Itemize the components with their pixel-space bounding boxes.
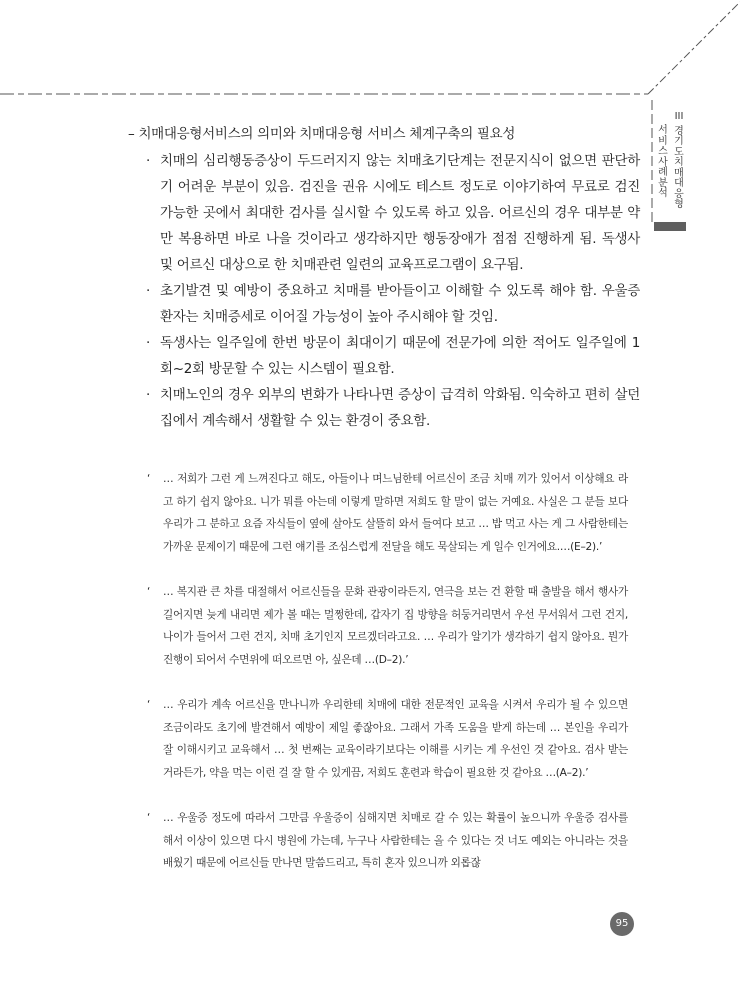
bullet-mark: · xyxy=(146,283,150,299)
chapter-side-tab xyxy=(654,112,686,232)
side-tab-bar xyxy=(654,222,686,231)
bullet-item xyxy=(130,330,640,382)
bullet-item xyxy=(130,278,640,330)
bullet-text: 초기발견 및 예방이 중요하고 치매를 받아들이고 이해할 수 있도록 해야 함. 우울증 환자는 치매증세로 이어질 가능성이 높아 주시해야 할 것임. xyxy=(160,283,640,325)
bullet-mark: · xyxy=(146,153,150,169)
page-number-badge: 95 xyxy=(610,912,634,936)
side-tab-region-text: 경기도 치매대응형 xyxy=(674,125,684,210)
quote-mark: ‘ xyxy=(147,473,151,485)
main-section xyxy=(130,120,640,434)
bullet-text: 치매노인의 경우 외부의 변화가 나타나면 증상이 급격히 악화됨. 익숙하고 편히 살던 집에서 계속해서 생활할 수 있는 환경이 중요함. xyxy=(160,387,640,429)
quote-text: … 복지관 큰 차를 대절해서 어르신들을 문화 관광이라든지, 연극을 보는 건 환할 때 출발을 해서 행사가 길어지면 늦게 내리면 제가 볼 때는 멀쩡한데, 갑자기 집 방향을 허둥거리면서 우선 무서워서 그런 건지, 나이가 들어서 그런 건지, 치매 초기인지 모르겠더라고요. … 우리가 알기가 생각하기 쉽지 않아요. 뭔가 진행이 되어서 수면위에 떠오르면 아, 싶은데 …(D–2).’ xyxy=(163,586,628,666)
quote-mark: ‘ xyxy=(147,586,151,598)
interview-quote xyxy=(146,694,628,784)
side-tab-case-title: 서비스 사례분석 xyxy=(658,125,668,199)
quote-text: … 우리가 계속 어르신을 만나니까 우리한테 치매에 대한 전문적인 교육을 시켜서 우리가 될 수 있으면 조금이라도 초기에 발견해서 예방이 제일 좋잖아요. 그래서 가족 도움을 받게 하는데 … 본인을 우리가 잘 이해시키고 교육해서 … 첫 번째는 교육이라기보다는 이해를 시키는 게 우선인 것 같아요. 검사 받는 거라든가, 약을 먹는 이런 걸 잘 할 수 있게끔, 저희도 훈련과 학습이 필요한 것 같아요 …(A–2).’ xyxy=(163,699,628,779)
bullet-text: 독생사는 일주일에 한번 방문이 최대이기 때문에 전문가에 의한 적어도 일주일에 1회~2회 방문할 수 있는 시스템이 필요함. xyxy=(160,335,640,377)
quote-mark: ‘ xyxy=(147,812,151,824)
bullet-mark: · xyxy=(146,335,150,351)
bullet-item xyxy=(130,382,640,434)
side-tab-chapter: III xyxy=(674,111,684,122)
bullet-text: 치매의 심리행동증상이 두드러지지 않는 치매초기단계는 전문지식이 없으면 판단하기 어려운 부분이 있음. 검진을 권유 시에도 테스트 정도로 이야기하여 무료로 검진 가능한 곳에서 최대한 검사를 실시할 수 있도록 하고 있음. 어르신의 경우 대부분 약만 복용하면 바로 나을 것이라고 생각하지만 행동장애가 점점 진행하게 됨. 독생사 및 어르신 대상으로 한 치매관련 일련의 교육프로그램이 요구됨. xyxy=(160,153,640,273)
interview-quotes xyxy=(146,468,628,875)
corner-dashed-diagonal xyxy=(648,2,740,94)
section-heading: – 치매대응형서비스의 의미와 치매대응형 서비스 체계구축의 필요성 xyxy=(128,126,516,142)
side-tab-region xyxy=(672,112,686,211)
interview-quote xyxy=(146,807,628,875)
interview-quote xyxy=(146,581,628,671)
interview-quote xyxy=(146,468,628,558)
bullet-item xyxy=(130,148,640,278)
quote-mark: ‘ xyxy=(147,699,151,711)
quote-text: … 우울증 정도에 따라서 그만큼 우울증이 심해지면 치매로 갈 수 있는 확률이 높으니까 우울증 검사를 해서 이상이 있으면 다시 병원에 가는데, 누구나 사람한테는 올 수 있다는 것 너도 예외는 아니라는 것을 배웠기 때문에 어르신들 만나면 말씀드리고, 특히 혼자 있으니까 외롭잖 xyxy=(163,812,628,869)
bullet-mark: · xyxy=(146,387,150,403)
quote-text: … 저희가 그런 게 느껴진다고 해도, 아들이나 며느님한테 어르신이 조금 치매 끼가 있어서 이상해요 라고 하기 쉽지 않아요. 니가 뭐를 아는데 이렇게 말하면 저희도 할 말이 없는 거예요. 사실은 그 분들 보다 우리가 그 분하고 요즘 자식들이 옆에 살아도 살뜰히 와서 들여다 보고 … 밥 먹고 사는 게 그 사람한테는 가까운 문제이기 때문에 그런 얘기를 조심스럽게 전달을 해도 묵살되는 게 일수 인거에요.…(E–2).’ xyxy=(163,473,628,553)
bullet-list xyxy=(130,148,640,434)
